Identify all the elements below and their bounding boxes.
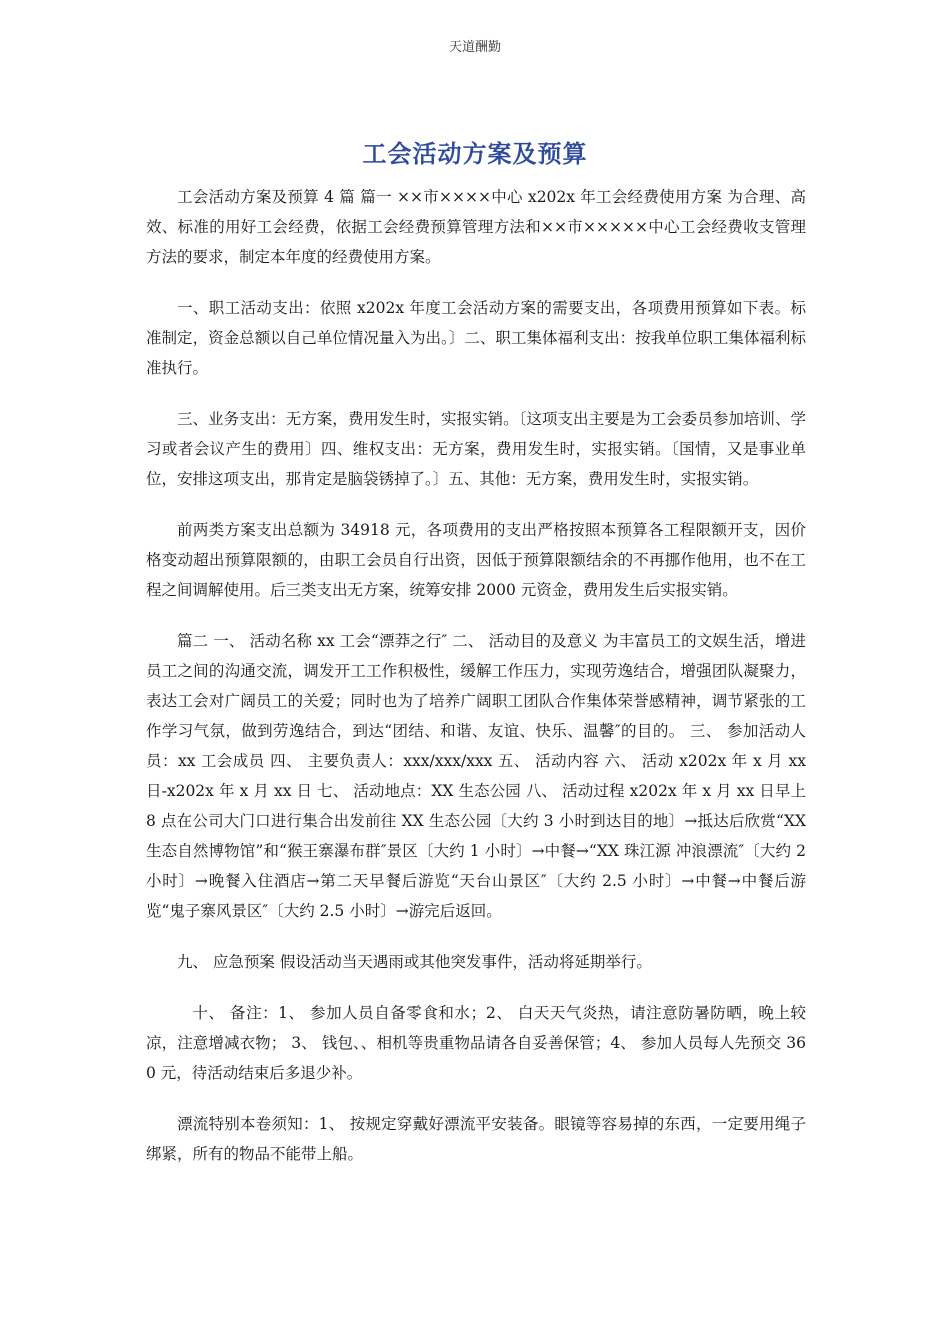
paragraph-business-expense: 三、业务支出：无方案，费用发生时，实报实销。〔这项支出主要是为工会委员参加培训、学习或者会议产生的费用〕四、维权支出：无方案，费用发生时，实报实销。〔国情，又是事业单位，安排这项支出，那肯定是脑袋锈掉了。〕五、其他：无方案，费用发生时，实报实销。 [146,410,806,488]
paragraph-intro: 工会活动方案及预算 4 篇 篇一 ××市××××中心 x202x 年工会经费使用方案 为合理、高效、标准的用好工会经费，依据工会经费预算管理方法和××市×××××中心工会经费收支管理方法的要求，制定本年度的经费使用方案。 [146,188,806,266]
paragraph-budget-total: 前两类方案支出总额为 34918 元，各项费用的支出严格按照本预算各工程限额开支，因价格变动超出预算限额的，由职工会员自行出资，因低于预算限额结余的不再挪作他用，也不在工程之间调解使用。后三类支出无方案，统筹安排 2000 元资金，费用发生后实报实销。 [146,521,806,599]
paragraph-part-two: 篇二 一、 活动名称 xx 工会“漂莽之行″ 二、 活动目的及意义 为丰富员工的文娱生活，增进员工之间的沟通交流，调发开工工作积极性，缓解工作压力，实现劳逸结合，增强团队凝聚力，表达工会对广阔员工的关爱；同时也为了培养广阔职工团队合作集体荣誉感精神，调节紧张的工作学习气氛，做到劳逸结合，到达“团结、和谐、友谊、快乐、温馨″的目的。 三、 参加活动人员：xx 工会成员 四、 主要负责人：xxx/xxx/xxx 五、 活动内容 六、 活动 x202x 年 x 月 xx 日-x202x 年 x 月 xx 日 七、 活动地点：XX 生态公园 八、 活动过程 x202x 年 x 月 xx 日早上 8 点在公司大门口进行集合出发前往 XX 生态公园〔大约 3 小时到达目的地〕→抵达后欣赏“XX 生态自然博物馆”和“猴王寨瀑布群″景区〔大约 1 小时〕→中餐→“XX 珠江源 冲浪漂流″〔大约 2 小时〕→晚餐入住酒店→第二天早餐后游览“天台山景区″〔大约 2.5 小时〕→中餐→中餐后游览“鬼子寨风景区″〔大约 2.5 小时〕→游完后返回。 [146,632,806,920]
document-body [146,182,806,1190]
paragraph-notes: 十、 备注：1、 参加人员自备零食和水；2、 白天天气炎热，请注意防暑防晒，晚上较凉，注意增减衣物； 3、 钱包、、相机等贵重物品请各自妥善保管；4、 参加人员每人先预交 360 元，待活动结束后多退少补。 [146,1004,806,1082]
paragraph-rafting-notice: 漂流特别本卷须知：1、 按规定穿戴好漂流平安装备。眼镜等容易掉的东西，一定要用绳子绑紧，所有的物品不能带上船。 [146,1115,806,1163]
paragraph-emergency-plan: 九、 应急预案 假设活动当天遇雨或其他突发事件，活动将延期举行。 [177,953,652,971]
document-title: 工会活动方案及预算 [362,140,588,168]
page-header: 天道酬勤 [448,40,501,55]
paragraph-staff-activity: 一、职工活动支出：依照 x202x 年度工会活动方案的需要支出，各项费用预算如下表。标准制定，资金总额以自己单位情况量入为出。〕二、职工集体福利支出：按我单位职工集体福利标准执行。 [146,299,806,377]
